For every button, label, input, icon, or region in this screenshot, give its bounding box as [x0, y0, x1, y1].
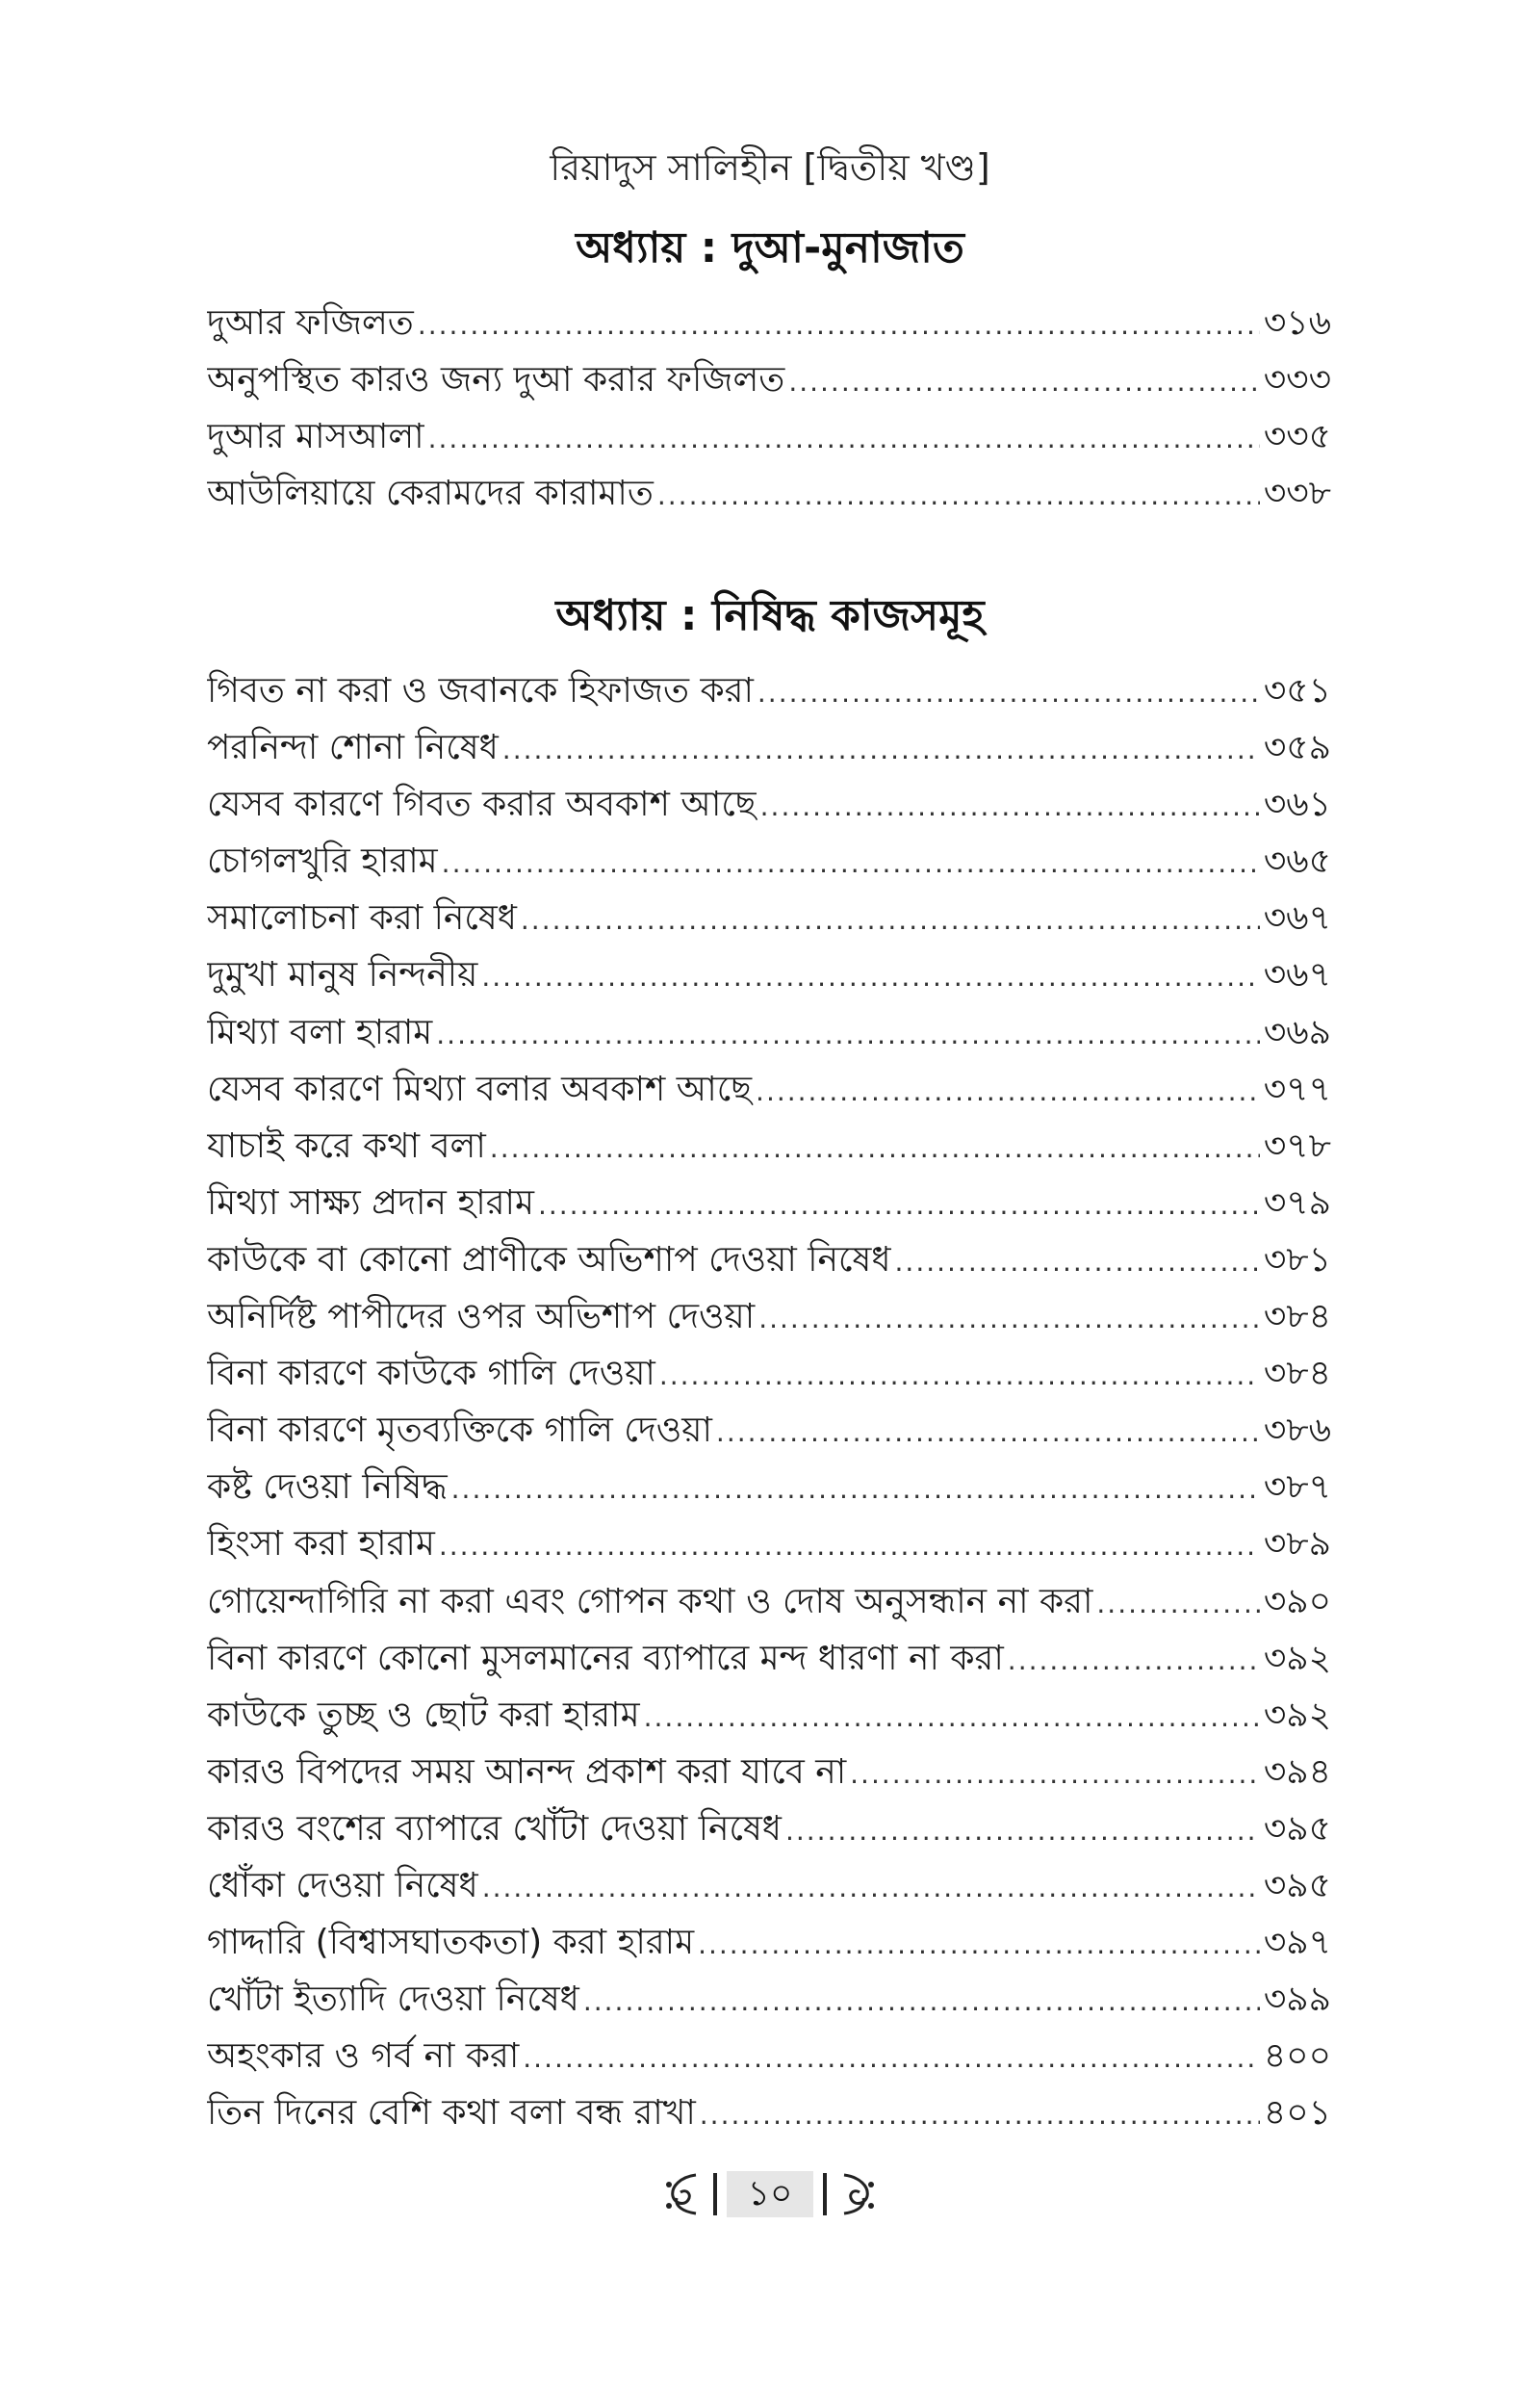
- folio: [661, 2171, 880, 2217]
- toc-entry-title: গিবত না করা ও জবানকে হিফাজত করা: [207, 671, 754, 711]
- toc-entry-page: ৩৯২: [1263, 1695, 1331, 1735]
- toc-entry-title: যেসব কারণে মিথ্যা বলার অবকাশ আছে: [207, 1069, 753, 1109]
- toc-entry[interactable]: [207, 719, 1331, 776]
- dot-leader: [756, 1063, 1260, 1118]
- chapter-title-dua: অধ্যায় : দুআ-মুনাজাত: [576, 223, 964, 272]
- toc-entry-title: কারও বিপদের সময় আনন্দ প্রকাশ করা যাবে না: [207, 1751, 847, 1792]
- toc-entry[interactable]: [207, 1004, 1331, 1061]
- toc-entry[interactable]: [207, 1687, 1331, 1744]
- toc-entry-title: যাচাই করে কথা বলা: [207, 1126, 486, 1166]
- toc-entry-title: কাউকে বা কোনো প্রাণীকে অভিশাপ দেওয়া নিষেধ: [207, 1239, 891, 1280]
- dot-leader: [439, 1517, 1260, 1572]
- toc-entry[interactable]: [207, 1231, 1331, 1288]
- toc-entry[interactable]: [207, 1118, 1331, 1175]
- dot-leader: [1096, 1575, 1259, 1630]
- toc-entry-page: ৩৭৯: [1263, 1182, 1331, 1223]
- toc-entry[interactable]: [207, 1971, 1331, 2028]
- chapter-title-prohibited: অধ্যায় : নিষিদ্ধ কাজসমূহ: [555, 591, 985, 640]
- toc-entry-page: ৩৮৪: [1263, 1354, 1331, 1394]
- dot-leader: [418, 297, 1260, 351]
- toc-entry-page: ৩৬৭: [1263, 898, 1331, 939]
- toc-entry-title: চোগলখুরি হারাম: [207, 841, 438, 882]
- toc-entry-title: বিনা কারণে কোনো মুসলমানের ব্যাপারে মন্দ ধারণা না করা: [207, 1638, 1004, 1678]
- floral-ornament-icon: [661, 2171, 704, 2217]
- toc-entry-title: দুআর মাসআলা: [207, 417, 424, 457]
- toc-entry-title: ধোঁকা দেওয়া নিষেধ: [207, 1865, 478, 1905]
- toc-entry[interactable]: [207, 1175, 1331, 1231]
- toc-entry-page: ৩৫৯: [1263, 728, 1331, 768]
- page-number: ১০: [727, 2171, 814, 2217]
- dot-leader: [850, 1746, 1260, 1800]
- toc-entry-page: ৪০১: [1263, 2093, 1331, 2134]
- toc-entry[interactable]: [207, 776, 1331, 833]
- toc-entry-title: পরনিন্দা শোনা নিষেধ: [207, 728, 499, 768]
- floral-ornament-icon: [836, 2171, 879, 2217]
- toc-entry-title: অহংকার ও গর্ব না করা: [207, 2036, 520, 2077]
- dot-leader: [657, 467, 1260, 522]
- toc-entry-title: মিথ্যা বলা হারাম: [207, 1012, 433, 1052]
- toc-entry[interactable]: [207, 1402, 1331, 1459]
- toc-entry-title: সমালোচনা করা নিষেধ: [207, 898, 517, 939]
- toc-entry-title: দুআর ফজিলত: [207, 303, 414, 343]
- toc-list-dua: [207, 295, 1331, 522]
- toc-entry-title: তিন দিনের বেশি কথা বলা বন্ধ রাখা: [207, 2093, 696, 2134]
- toc-entry-page: ৩৭৮: [1263, 1126, 1331, 1166]
- toc-entry-title: মিথ্যা সাক্ষ্য প্রদান হারাম: [207, 1182, 534, 1223]
- dot-leader: [451, 1461, 1260, 1515]
- toc-entry[interactable]: [207, 465, 1331, 522]
- toc-entry-page: ৩৯৫: [1263, 1865, 1331, 1905]
- dot-leader: [521, 892, 1260, 946]
- toc-entry-page: ৩৯০: [1263, 1581, 1331, 1621]
- toc-entry[interactable]: [207, 662, 1331, 719]
- toc-entry[interactable]: [207, 1573, 1331, 1630]
- toc-entry-title: বিনা কারণে কাউকে গালি দেওয়া: [207, 1354, 655, 1394]
- toc-entry-title: আউলিয়ায়ে কেরামদের কারামাত: [207, 474, 654, 514]
- toc-entry[interactable]: [207, 1800, 1331, 1857]
- toc-entry-title: গাদ্দারি (বিশ্বাসঘাতকতা) করা হারাম: [207, 1923, 695, 1963]
- toc-entry-page: ৩৮১: [1263, 1239, 1331, 1280]
- toc-entry-page: ৩৮৯: [1263, 1524, 1331, 1565]
- toc-entry[interactable]: [207, 946, 1331, 1003]
- toc-entry-page: ৩৬৭: [1263, 955, 1331, 996]
- dot-leader: [490, 1120, 1260, 1175]
- toc-entry[interactable]: [207, 1914, 1331, 1971]
- toc-entry-page: ৩৫১: [1263, 671, 1331, 711]
- toc-entry-page: ৩৬১: [1263, 785, 1331, 825]
- toc-entry-page: ৩৯৭: [1263, 1923, 1331, 1963]
- toc-entry-page: ৩৩৫: [1263, 417, 1331, 457]
- toc-entry-page: ৩৯৪: [1263, 1751, 1331, 1792]
- dot-leader: [785, 1802, 1260, 1857]
- toc-entry-title: দুমুখা মানুষ নিন্দনীয়: [207, 955, 478, 996]
- toc-entry[interactable]: [207, 1630, 1331, 1687]
- dot-leader: [538, 1177, 1260, 1231]
- dot-leader: [1008, 1632, 1260, 1687]
- toc-entry[interactable]: [207, 351, 1331, 408]
- toc-entry[interactable]: [207, 1288, 1331, 1345]
- dot-leader: [523, 2030, 1260, 2084]
- toc-entry-title: কারও বংশের ব্যাপারে খোঁটা দেওয়া নিষেধ: [207, 1808, 782, 1849]
- toc-entry[interactable]: [207, 1857, 1331, 1914]
- toc-entry-page: ৩৮৪: [1263, 1297, 1331, 1337]
- dot-leader: [716, 1404, 1260, 1459]
- toc-entry[interactable]: [207, 1515, 1331, 1572]
- toc-entry[interactable]: [207, 295, 1331, 351]
- toc-entry[interactable]: [207, 1061, 1331, 1118]
- toc-entry[interactable]: [207, 2084, 1331, 2141]
- dot-leader: [502, 721, 1260, 776]
- toc-entry[interactable]: [207, 1345, 1331, 1402]
- toc-entry-page: ৩৯৫: [1263, 1808, 1331, 1849]
- page-footer: [0, 2171, 1540, 2217]
- toc-entry-title: কষ্ট দেওয়া নিষিদ্ধ: [207, 1467, 448, 1508]
- toc-entry-title: অনির্দিষ্ট পাপীদের ওপর অভিশাপ দেওয়া: [207, 1297, 756, 1337]
- toc-entry-title: খোঁটা ইত্যাদি দেওয়া নিষেধ: [207, 1980, 579, 2020]
- folio-bar-left: [713, 2173, 717, 2215]
- dot-leader: [583, 1973, 1260, 2028]
- toc-list-prohibited: [207, 662, 1331, 2141]
- toc-entry-title: হিংসা করা হারাম: [207, 1524, 435, 1565]
- dot-leader: [482, 1859, 1260, 1914]
- toc-entry-title: গোয়েন্দাগিরি না করা এবং গোপন কথা ও দোষ অনুসন্ধান না করা: [207, 1581, 1093, 1621]
- toc-entry-page: ৩৩৩: [1263, 360, 1331, 401]
- toc-entry-page: ৩৮৬: [1263, 1410, 1331, 1451]
- toc-entry-page: ৩৬৫: [1263, 841, 1331, 882]
- toc-entry[interactable]: [207, 1459, 1331, 1515]
- toc-entry[interactable]: [207, 2028, 1331, 2084]
- dot-leader: [788, 353, 1259, 408]
- toc-entry-page: ৩৭৭: [1263, 1069, 1331, 1109]
- toc-entry-page: ৪০০: [1263, 2036, 1331, 2077]
- toc-entry-page: ৩৮৭: [1263, 1467, 1331, 1508]
- dot-leader: [442, 835, 1260, 890]
- dot-leader: [428, 410, 1260, 465]
- toc-entry-title: কাউকে তুচ্ছ ও ছোট করা হারাম: [207, 1695, 640, 1735]
- dot-leader: [760, 778, 1260, 833]
- toc-entry-title: বিনা কারণে মৃতব্যক্তিকে গালি দেওয়া: [207, 1410, 712, 1451]
- dot-leader: [757, 664, 1260, 719]
- dot-leader: [481, 948, 1259, 1003]
- dot-leader: [698, 1916, 1260, 1971]
- toc-entry[interactable]: [207, 890, 1331, 946]
- toc-entry-page: ৩১৬: [1263, 303, 1331, 343]
- dot-leader: [436, 1006, 1260, 1061]
- toc-entry-page: ৩৩৮: [1263, 474, 1331, 514]
- toc-entry-title: অনুপস্থিত কারও জন্য দুআ করার ফজিলত: [207, 360, 785, 401]
- folio-bar-right: [823, 2173, 827, 2215]
- toc-entry-page: ৩৯৯: [1263, 1980, 1331, 2020]
- toc-entry-page: ৩৯২: [1263, 1638, 1331, 1678]
- toc-entry[interactable]: [207, 408, 1331, 465]
- dot-leader: [659, 1347, 1260, 1402]
- toc-entry-page: ৩৬৯: [1263, 1012, 1331, 1052]
- running-header: রিয়াদুস সালিহীন [দ্বিতীয় খণ্ড]: [550, 146, 990, 189]
- dot-leader: [758, 1290, 1260, 1345]
- toc-entry-title: যেসব কারণে গিবত করার অবকাশ আছে: [207, 785, 757, 825]
- dot-leader: [644, 1689, 1260, 1744]
- toc-entry[interactable]: [207, 833, 1331, 890]
- dot-leader: [700, 2086, 1260, 2141]
- toc-entry[interactable]: [207, 1744, 1331, 1800]
- dot-leader: [895, 1233, 1260, 1288]
